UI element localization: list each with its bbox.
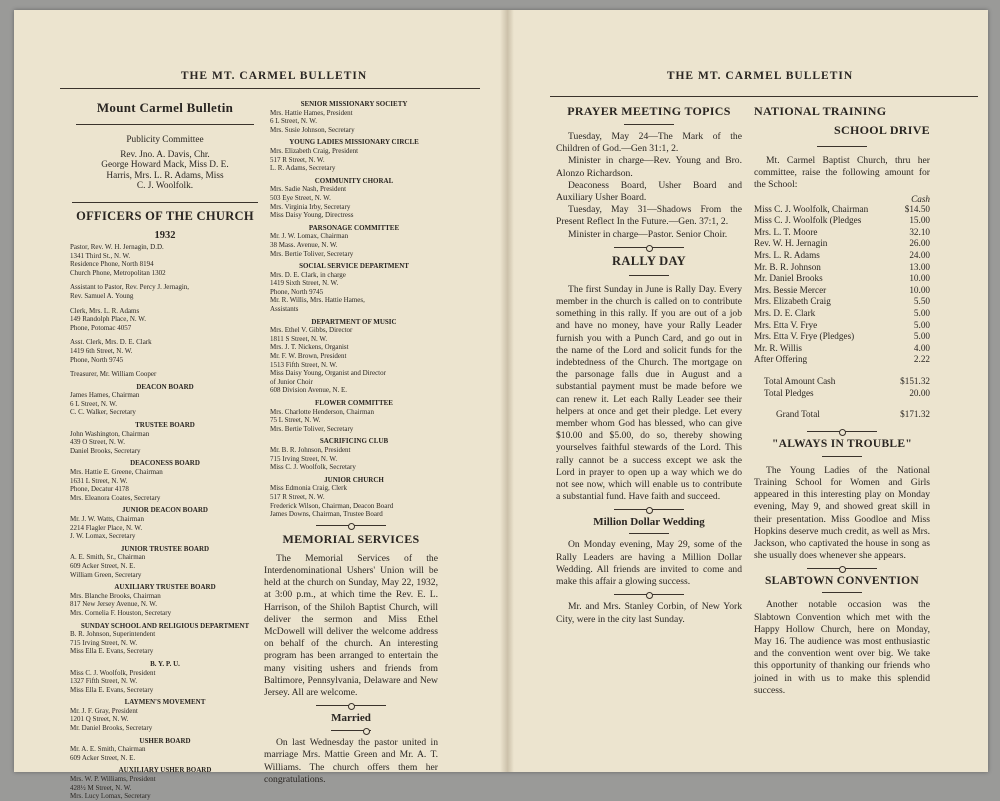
group-line: 149 Randolph Place, N. W. [70, 315, 147, 324]
visitors-note: Mr. and Mrs. Stanley Corbin, of New York City, were in the city last Sunday. [556, 601, 742, 625]
memorial-text: The Memorial Services of the Interdenominational Ushers' Union will be held at the church on Sunday, May 22, 1932, at 3:00 p.m., at which time the Rev. E. L. Harrison, of the Shiloh Baptist Church, will deliver the sermon and Miss Ethel McDowell will deliver the welcome address on behalf of the church. An interesting program has been arranged to entertain the many visiting ushers and friends from Baltimore, Pennsylvania, Delaware and New Jersey. All are welcome. [264, 552, 438, 698]
right-running-head: THE MT. CARMEL BULLETIN [666, 70, 854, 82]
center-fold [500, 10, 514, 772]
group-line: B. R. Johnson, Superintendent [70, 630, 156, 639]
donation-amount: 10.00 [909, 284, 930, 295]
left-column-1 [70, 100, 260, 801]
group-line: 428½ M Street, N. W. [70, 783, 132, 792]
group-line: Mr. J. F. Gray, President [70, 706, 138, 715]
group-heading: SACRIFICING CLUB [319, 437, 389, 446]
officers-year: 1932 [154, 229, 176, 241]
group-line: J. W. Lomax, Secretary [70, 532, 136, 541]
group-line: Miss Ella E. Evans, Secretary [70, 685, 154, 694]
grand-total-row [754, 409, 930, 421]
group-line: Asst. Clerk, Mrs. D. E. Clark [70, 338, 152, 347]
group-line: Mrs. Ethel V. Gibbs, Director [270, 326, 353, 335]
group-line: 817 New Jersey Avenue, N. W. [70, 600, 157, 609]
donation-row [754, 285, 930, 297]
donation-amount: 32.10 [909, 226, 930, 237]
divider [807, 568, 877, 569]
officers-title: OFFICERS OF THE CHURCH [76, 208, 254, 223]
married-text: On last Wednesday the pastor united in marriage Mrs. Mattie Green and Mr. A. T. Williams. The church offers them her congratulations. [264, 737, 438, 785]
left-running-head: THE MT. CARMEL BULLETIN [180, 70, 368, 82]
group-heading: SUNDAY SCHOOL AND RELIGIOUS DEPARTMENT [80, 621, 250, 630]
group-line: Mrs. Bertie Toliver, Secretary [270, 424, 354, 433]
right-head-rule [550, 96, 978, 97]
publicity-title: Publicity Committee [126, 135, 204, 145]
divider [614, 594, 684, 595]
group-line: 517 R Street, N. W. [270, 155, 325, 164]
group-line: 2214 Flagler Place, N. W. [70, 523, 143, 532]
donation-row [754, 320, 930, 332]
group-line: Mr. B. R. Johnson, President [270, 445, 351, 454]
trouble-title: "ALWAYS IN TROUBLE" [771, 437, 913, 450]
publicity-name-line: George Howard Mack, Miss D. E. [101, 160, 229, 171]
donor-name: Miss C. J. Woolfolk (Pledges [754, 215, 862, 226]
group-line: 38 Mass. Avenue, N. W. [270, 240, 338, 249]
officers-list [70, 243, 260, 801]
group-line: Mr. J. W. Lomax, Chairman [270, 232, 349, 241]
bulletin-spread [14, 10, 988, 801]
group-line: Mrs. W. P. Williams, President [70, 775, 156, 784]
donation-row [754, 262, 930, 274]
group-line: Phone, North 9745 [70, 355, 124, 364]
donation-row [754, 204, 930, 216]
prayer-p3: Deaconess Board, Usher Board and Auxiliary Usher Board. [556, 179, 742, 204]
group-line: 6 L Street, N. W. [70, 399, 117, 408]
group-heading: USHER BOARD [139, 736, 191, 745]
donations-table [754, 204, 930, 366]
group-line: Pastor, Rev. W. H. Jernagin, D.D. [70, 242, 164, 251]
group-line: Phone, Potomac 4057 [70, 323, 132, 332]
group-line: 1811 S Street, N. W. [270, 334, 328, 343]
group-heading: B. Y. P. U. [150, 659, 180, 668]
donation-amount: $14.50 [904, 203, 930, 214]
group-line: 1631 L Street, N. W. [70, 476, 128, 485]
group-line: 609 Acker Street, N. E. [70, 561, 136, 570]
group-line: 715 Irving Street, N. W. [270, 454, 338, 463]
group-line: Mrs. Sadie Nash, President [270, 185, 347, 194]
cash-header: Cash [911, 193, 930, 204]
group-line: 503 Eye Street, N. W. [270, 193, 331, 202]
donor-name: Miss C. J. Woolfolk, Chairman [754, 203, 869, 214]
divider [331, 730, 371, 731]
prayer-p1: Tuesday, May 24—The Mark of the Children of God.—Gen 31:1, 2. [556, 131, 742, 155]
publicity-name-line: Rev. Jno. A. Davis, Chr. [120, 149, 210, 160]
group-line: Mr. Daniel Brooks, Secretary [70, 724, 153, 733]
donation-amount: 20.00 [909, 387, 930, 398]
group-heading: FLOWER COMMITTEE [315, 399, 393, 407]
group-line: Treasurer, Mr. William Cooper [70, 370, 157, 379]
donation-row [754, 376, 930, 388]
prayer-p4: Tuesday, May 31—Shadows From the Present Reflect In the Future.—Gen. 37:1, 2. [556, 204, 742, 228]
masthead-rule [76, 124, 254, 125]
group-line: Mr. J. W. Watts, Chairman [70, 515, 144, 523]
group-line: Phone, North 9745 [270, 287, 324, 296]
group-line: Frederick Wilson, Chairman, Deacon Board [270, 501, 394, 510]
group-heading: COMMUNITY CHORAL [314, 176, 394, 185]
donation-row [754, 331, 930, 343]
group-line: 6 L Street, N. W. [270, 117, 317, 126]
group-line: William Green, Secretary [70, 570, 142, 579]
donation-amount: 26.00 [909, 238, 930, 249]
left-column-2 [264, 96, 438, 786]
group-line: Daniel Brooks, Secretary [70, 446, 141, 455]
publicity-names [70, 150, 260, 192]
group-line: Mrs. Elizabeth Craig, President [270, 146, 359, 155]
group-line: Mr. A. E. Smith, Chairman [70, 745, 146, 754]
trouble-text: The Young Ladies of the National Training School for Women and Girls appeared in this interesting play on Monday evening, May 9, and showed great skill in their presentation. Miss Goodloe and Miss Hopkins deserve much credit, as well as Mrs. Jackson, who captivated the house in song as she usually does whenever she appears. [754, 464, 930, 562]
group-line: Residence Phone, North 8194 [70, 260, 154, 269]
donor-name: After Offering [754, 354, 808, 365]
group-line: Miss C. J. Woolfolk, Secretary [270, 463, 356, 472]
group-line: Mrs. Charlotte Henderson, Chairman [270, 407, 375, 416]
group-line: John Washington, Chairman [70, 429, 150, 438]
group-line: Miss Daisy Young, Organist and Director [270, 369, 386, 378]
group-line: Mrs. Blanche Brooks, Chairman [70, 591, 161, 600]
group-line: 1419 Sixth Street, N. W. [270, 279, 339, 288]
group-heading: AUXILIARY USHER BOARD [118, 766, 212, 775]
donor-name: Mr. R. Willis [754, 342, 802, 353]
group-line: Miss Daisy Young, Directress [270, 211, 354, 220]
donor-name: Mrs. Etta V. Frye (Pledges) [754, 331, 855, 342]
divider [316, 705, 386, 706]
divider [807, 431, 877, 432]
group-line: James Downs, Chairman, Trustee Board [270, 510, 383, 519]
donation-amount: 5.00 [913, 331, 930, 342]
group-heading: JUNIOR TRUSTEE BOARD [120, 544, 210, 553]
group-line: James Hames, Chairman [70, 391, 140, 400]
group-line: A. E. Smith, Sr., Chairman [70, 553, 146, 562]
rule [822, 456, 862, 457]
group-line: 1201 Q Street, N. W. [70, 715, 129, 724]
donor-name: Mrs. L. T. Moore [754, 226, 818, 237]
group-line: 1341 Third St., N. W. [70, 251, 131, 260]
publicity-name-line: C. J. Woolfolk. [136, 181, 194, 192]
memorial-title: MEMORIAL SERVICES [282, 531, 420, 546]
donor-name: Mrs. Bessie Mercer [754, 284, 827, 295]
group-line: Mr. R. Willis, Mrs. Hattie Hames, [270, 296, 365, 305]
divider [614, 247, 684, 248]
rule [624, 124, 674, 125]
group-line: of Junior Choir [270, 377, 313, 386]
group-line: Mrs. J. T. Nickens, Organist [270, 343, 349, 352]
divider [614, 509, 684, 510]
grand-total-label: Grand Total [776, 409, 820, 420]
group-heading: YOUNG LADIES MISSIONARY CIRCLE [289, 138, 419, 147]
donation-amount: 5.00 [913, 319, 930, 330]
donation-amount: 5.50 [913, 296, 930, 307]
group-heading: AUXILIARY TRUSTEE BOARD [114, 583, 216, 592]
group-heading: PARSONAGE COMMITTEE [308, 223, 400, 232]
donor-name: Rev. W. H. Jernagin [754, 238, 828, 249]
donation-row [754, 227, 930, 239]
right-column-1 [556, 104, 742, 626]
group-line: Mrs. Hattie E. Greene, Chairman [70, 468, 163, 477]
group-line: Church Phone, Metropolitan 1302 [70, 268, 166, 277]
donation-row [754, 354, 930, 366]
donation-amount: 15.00 [909, 215, 930, 226]
group-line: Mrs. Lucy Lomax, Secretary [70, 792, 151, 801]
rule [822, 592, 862, 593]
donor-name: Total Amount Cash [764, 375, 836, 386]
group-heading: DEACONESS BOARD [130, 459, 200, 468]
group-line: 1327 Fifth Street, N. W. [70, 677, 138, 686]
group-line: Mrs. Bertie Toliver, Secretary [270, 249, 354, 258]
group-line: 715 Irving Street, N. W. [70, 638, 138, 647]
slabtown-title: SLABTOWN CONVENTION [764, 575, 920, 588]
wedding-title: Million Dollar Wedding [593, 516, 705, 529]
group-line: Mrs. Cornelia F. Houston, Secretary [70, 608, 172, 617]
donation-amount: 10.00 [909, 273, 930, 284]
rally-title: RALLY DAY [612, 253, 686, 268]
publicity-name-line: Harris, Mrs. L. R. Adams, Miss [106, 170, 224, 181]
donor-name: Mrs. Etta V. Frye [754, 319, 818, 330]
training-intro: Mt. Carmel Baptist Church, thru her committee, raise the following amount for the School: [754, 155, 930, 191]
donation-row [754, 308, 930, 320]
divider [316, 525, 386, 526]
group-heading: SOCIAL SERVICE DEPARTMENT [299, 262, 409, 271]
slabtown-text: Another notable occasion was the Slabtown Convention which met with the Happy Hollow Church, here on Monday, May 16. The audience was most enthusiastic and the convention went over big. We take this opportunity of thanking our friends who joined in with us to make this splendid success. [754, 599, 930, 696]
donation-amount: $151.32 [900, 375, 930, 386]
officers-rule [72, 202, 258, 203]
group-line: Assistants [270, 305, 299, 314]
group-line: Clerk, Mrs. L. R. Adams [70, 306, 140, 315]
societies-list [264, 100, 438, 519]
married-title: Married [331, 712, 371, 725]
donation-row [754, 388, 930, 400]
prayer-p2: Minister in charge—Rev. Young and Bro. Alonzo Richardson. [556, 155, 742, 179]
donation-row [754, 296, 930, 308]
group-line: Miss Ella E. Evans, Secretary [70, 647, 154, 656]
training-title-1: NATIONAL TRAINING [754, 104, 887, 118]
group-line: 1419 6th Street, N. W. [70, 346, 133, 355]
group-line: Mrs. Susie Johnson, Secretary [270, 125, 355, 134]
group-heading: LAYMEN'S MOVEMENT [124, 698, 206, 707]
donor-name: Mr. Daniel Brooks [754, 273, 823, 284]
left-head-rule [60, 88, 480, 89]
group-line: Mr. F. W. Brown, President [270, 352, 347, 361]
group-heading: TRUSTEE BOARD [135, 421, 195, 430]
group-heading: SENIOR MISSIONARY SOCIETY [300, 100, 408, 108]
publicity-committee [70, 135, 260, 192]
donation-amount: 4.00 [913, 342, 930, 353]
training-title-2: SCHOOL DRIVE [834, 123, 930, 137]
donor-name: Mrs. L. R. Adams [754, 249, 820, 260]
group-line: Mrs. D. E. Clark, in charge [270, 270, 346, 279]
donor-name: Mrs. D. E. Clark [754, 307, 816, 318]
group-line: 517 R Street, N. W. [270, 492, 325, 501]
group-line: Rev. Samuel A. Young [70, 291, 134, 300]
donation-amount: 2.22 [913, 354, 930, 365]
donation-row [754, 273, 930, 285]
donation-amount: 13.00 [909, 261, 930, 272]
totals-table [754, 376, 930, 399]
donation-row [754, 250, 930, 262]
right-column-2 [754, 104, 930, 697]
group-line: Mrs. Hattie Hames, President [270, 108, 353, 117]
grand-total-table [754, 409, 930, 421]
group-line: Mrs. Eleanora Coates, Secretary [70, 493, 161, 502]
donation-row [754, 238, 930, 250]
group-line: Miss C. J. Woolfolk, President [70, 668, 156, 677]
group-line: 439 O Street, N. W. [70, 438, 126, 447]
group-line: Miss Edmonia Craig, Clerk [270, 484, 347, 493]
donation-amount: 24.00 [909, 249, 930, 260]
group-heading: JUNIOR CHURCH [324, 475, 384, 484]
grand-total-amount: $171.32 [900, 409, 930, 420]
rule [817, 146, 867, 147]
group-line: C. C. Walker, Secretary [70, 408, 136, 417]
group-line: 75 L Street, N. W. [270, 416, 321, 425]
masthead: Mount Carmel Bulletin [96, 100, 234, 115]
group-line: 609 Acker Street, N. E. [70, 753, 136, 762]
donor-name: Mrs. Elizabeth Craig [754, 296, 831, 307]
group-heading: DEACON BOARD [136, 382, 194, 391]
donor-name: Total Pledges [764, 387, 814, 398]
donation-row [754, 215, 930, 227]
group-heading: DEPARTMENT OF MUSIC [311, 317, 397, 326]
rally-text: The first Sunday in June is Rally Day. Every member in the church is called on to contribute something in this rally. If you are out of a job and have no money, have your Rally Leader furnish you with a Punch Card, and go out in the name of the Lord and solicit funds for the indebtedness of the Church. The mortgage on the parsonage falls due in August and a substantial payment must be made before we can renew it. Let each Rally Leader see their helpers at once and get their pledge. Let every member whom God has blessed, who can give $10.00 and $5.00, do so, thereby showing yourselves faithful stewards of the Lord. This rally cannot be a success except we ask the Lord in prayer to open up a way which we do not see now, which will enable us to contribute a substantial fund. Have faith and succeed. [556, 283, 742, 503]
group-line: Mrs. Virginia Irby, Secretary [270, 202, 351, 211]
group-heading: JUNIOR DEACON BOARD [122, 506, 208, 515]
rule [629, 275, 669, 276]
rule [629, 533, 669, 534]
prayer-title: PRAYER MEETING TOPICS [567, 104, 731, 118]
group-line: Phone, Decatur 4178 [70, 485, 129, 494]
group-line: 608 Division Avenue, N. E. [270, 386, 348, 395]
donor-name: Mr. B. R. Johnson [754, 261, 821, 272]
prayer-p5: Minister in charge—Pastor. Senior Choir. [568, 228, 728, 240]
donation-amount: 5.00 [913, 307, 930, 318]
donation-row [754, 343, 930, 355]
wedding-text: On Monday evening, May 29, some of the Rally Leaders are having a Million Dollar Wedding. All friends are invited to come and make this affair a glowing success. [556, 539, 742, 588]
group-line: L. R. Adams, Secretary [270, 164, 336, 173]
group-line: Assistant to Pastor, Rev. Percy J. Jernagin, [70, 283, 190, 292]
group-line: 1513 Fifth Street, N. W. [270, 360, 338, 369]
